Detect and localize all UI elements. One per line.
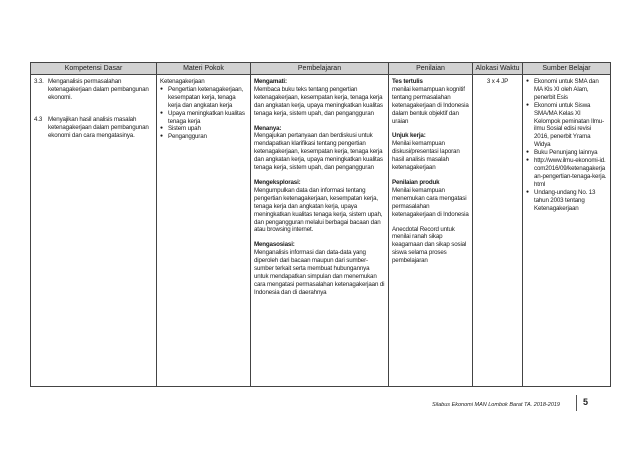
kompetensi-item [34,116,153,140]
syllabus-table [30,62,611,387]
kompetensi-text: Menyajikan hasil analisis masalah ketenagakerjaan dalam pembangunan ekonomi dan cara mengatasinya. [48,115,149,139]
unjuk-kerja-text: Menilai kemampuan diskusi/presentasi laporan hasil analisis masalah ketenagakerjaan [392,140,460,172]
anecdotal-record-text: Anecdotal Record untuk menilai ranah sikap keagamaan dan sikap sosial siswa selama proses pembelajaran [392,225,467,265]
penilaian-produk-text: Menilai kemampuan menemukan cara mengatasi permasalahan ketenagakerjaan di Indonesia [392,186,469,218]
header-sumber-belajar: Sumber Belajar [523,63,611,75]
materi-item: ● Pengertian ketenagakerjaan, kesempatan kerja, tenaga kerja dan angkatan kerja [160,86,247,110]
header-penilaian: Penilaian [389,63,473,75]
sumber-cell [523,75,611,387]
sumber-item: ● Buku Penunjang lainnya [526,149,607,157]
header-alokasi-waktu: Alokasi Waktu [473,63,523,75]
mengamati-heading: Mengamati: [254,78,287,85]
mengamati-text: Membaca buku teks tentang pengertian ketenagakerjaan, kesempatan kerja, tenaga kerja dan angkatan kerja, upaya meningkatkan kualitas tenaga kerja, sistem upah, dan pengangguran [254,85,383,117]
content-row [31,75,611,387]
materi-item: ● Upaya meningkatkan kualitas tenaga kerja [160,110,247,126]
sumber-item: ● Ekonomi untuk Siswa SMA/MA Kelas XI Kelompok peminatan Ilmu-ilmu Sosial edisi revisi 2016, penerbit Yrama Widya [526,102,607,149]
footer-divider [576,395,577,411]
materi-cell [157,75,251,387]
materi-list [160,86,247,141]
materi-title: Ketenagakerjaan [160,78,205,85]
sumber-list [526,78,607,212]
menanya-heading: Menanya: [254,124,282,132]
tes-tertulis-text: menilai kemampuan kognitif tentang permasalahan ketenagakerjaan di Indonesia dalam bentuk objektif dan uraian [392,85,469,125]
footer-text: Silabus Ekonomi MAN Lombok Barat TA. 2018-2019 [432,402,560,408]
materi-item: ● Sistem upah [160,125,247,133]
kompetensi-number: 3.3. [34,78,44,85]
unjuk-kerja-heading: Unjuk kerja: [392,132,426,140]
kompetensi-number: 4.3 [34,115,43,123]
mengeksplorasi-heading: Mengeksplorasi: [254,178,301,186]
alokasi-waktu-value: 3 x 4 JP [486,78,509,85]
pembelajaran-cell [251,75,389,387]
mengasosiasi-text: Menganalisis informasi dan data-data yang diperoleh dari bacaan maupun dari sumber-sumber terkait serta membuat hubungannya untuk mendapatkan simpulan dan menemukan cara mengatasi permasalahan ketenagakerjaan di Indonesia dan di daerahnya [254,249,385,296]
kompetensi-text: Menganalisis permasalahan ketenagakerjaan dalam pembangunan ekonomi. [48,78,149,101]
mengasosiasi-heading: Mengasosiasi: [254,241,295,249]
kompetensi-cell [31,75,157,387]
sumber-item: ● Ekonomi untuk SMA dan MA Kls XI oleh Alam, penerbit Esis [526,78,607,102]
page-number: 5 [583,397,589,407]
tes-tertulis-heading: Tes tertulis [392,78,423,85]
mengeksplorasi-text: Mengumpulkan data dan informasi tentang pengertian ketenagakerjaan, kesempatan kerja, tenaga kerja dan angkatan kerja, upaya meningkatkan kualitas tenaga kerja, sistem upah, dan pengangguran melalui berbagai bacaan dan atau browsing internet. [254,186,383,234]
header-kompetensi-dasar: Kompetensi Dasar [31,63,157,75]
sumber-item: ● Undang-undang No. 13 tahun 2003 tentang Ketenagakerjaan [526,189,607,213]
alokasi-cell [473,75,523,387]
penilaian-cell [389,75,473,387]
header-row [31,63,611,75]
menanya-text: Mengajukan pertanyaan dan berdiskusi untuk mendapatkan klarifikasi tentang pengertian ketenagakerjaan, kesempatan kerja, tenaga kerja dan angkatan kerja, upaya meningkatkan kualitas tenaga kerja, sistem upah, dan pengangguran [254,132,383,172]
header-materi-pokok: Materi Pokok [157,63,251,75]
header-pembelajaran: Pembelajaran [251,63,389,75]
penilaian-produk-heading: Penilaian produk [392,178,440,186]
materi-item: ● Pengangguran [160,133,247,141]
kompetensi-item [34,78,153,102]
sumber-link: ● http://www.ilmu-ekonomi-id.com2016/09/ketenagakerjaan-pengertian-tenaga-kerja.html [526,157,607,189]
